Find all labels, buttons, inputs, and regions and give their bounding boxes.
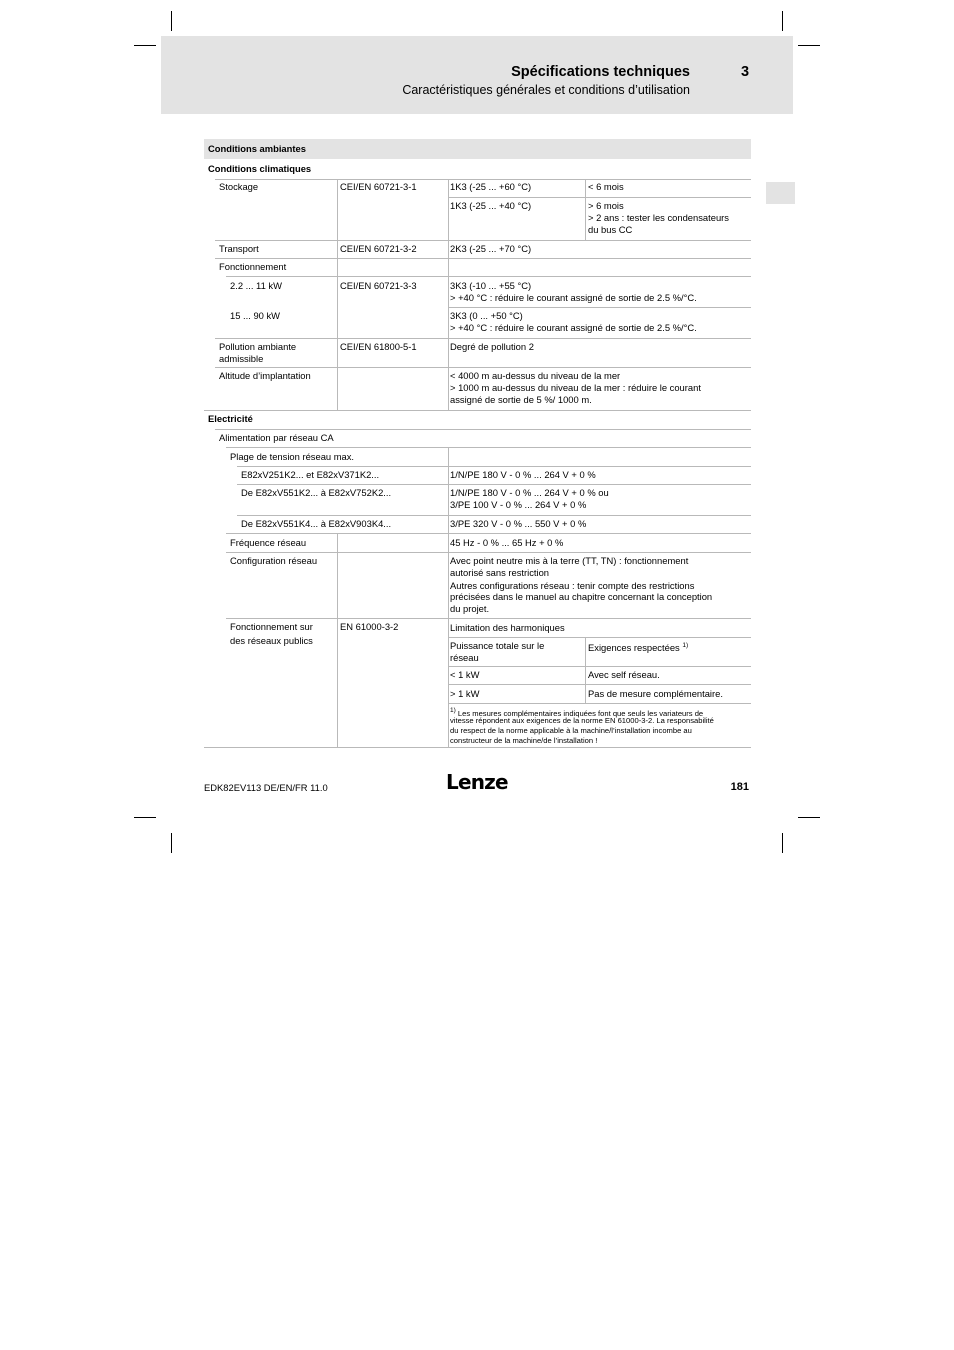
row-divider	[237, 484, 751, 485]
column-divider	[448, 447, 449, 748]
column-divider	[585, 637, 586, 704]
transport-class: 2K3 (-25 ... +70 °C)	[450, 243, 532, 254]
voltage-model-2: De E82xV551K2... à E82xV752K2...	[241, 487, 392, 498]
operation-standard: CEI/EN 60721-3-3	[340, 280, 417, 291]
crop-mark	[171, 833, 172, 853]
column-divider	[585, 179, 586, 241]
row-divider	[448, 197, 751, 198]
row-divider	[226, 447, 751, 448]
footnote: vitesse répondent aux exigences de la norme EN 61000-3-2. La responsabilité	[450, 716, 714, 725]
voltage-model-1: E82xV251K2... et E82xV371K2...	[241, 469, 380, 480]
row-divider	[226, 552, 751, 553]
voltage-model-3: De E82xV551K4... à E82xV903K4...	[241, 518, 392, 529]
row-divider	[215, 367, 751, 368]
row-divider	[448, 307, 751, 308]
row-divider	[226, 276, 751, 277]
crop-mark	[134, 817, 156, 818]
frequency-value: 45 Hz - 0 % ... 65 Hz + 0 %	[450, 537, 564, 548]
row-divider	[215, 179, 751, 180]
table-bottom-border	[204, 747, 751, 748]
storage-condition-2: du bus CC	[588, 224, 633, 235]
pollution-label: admissible	[219, 353, 264, 364]
public-network-label: Fonctionnement sur	[230, 621, 313, 632]
operation-small-derating: > +40 °C : réduire le courant assigné de sortie de 2.5 %/°C.	[450, 292, 697, 303]
crop-mark	[798, 817, 820, 818]
storage-condition-2: > 6 mois	[588, 200, 624, 211]
row-divider	[215, 240, 751, 241]
page-title: Spécifications techniques	[511, 64, 690, 80]
voltage-value-2: 1/N/PE 180 V - 0 % ... 264 V + 0 % ou	[450, 487, 609, 498]
lenze-logo: Lenze	[446, 770, 508, 794]
transport-label: Transport	[219, 243, 259, 254]
crop-mark	[798, 45, 820, 46]
operation-small-power: 2.2 ... 11 kW	[230, 280, 282, 291]
crop-mark	[782, 833, 783, 853]
row-divider	[215, 258, 751, 259]
crop-mark	[134, 45, 156, 46]
footnote: constructeur de la machine/de l’installation !	[450, 736, 598, 745]
chapter-tab-marker	[766, 182, 795, 204]
network-config-value: Autres configurations réseau : tenir compte des restrictions	[450, 580, 695, 591]
operation-small-class: 3K3 (-10 ... +55 °C)	[450, 280, 532, 291]
crop-mark	[782, 11, 783, 31]
ac-supply-label: Alimentation par réseau CA	[219, 432, 334, 443]
page-header	[161, 36, 793, 114]
document-code: EDK82EV113 DE/EN/FR 11.0	[204, 782, 328, 793]
frequency-label: Fréquence réseau	[230, 537, 307, 548]
altitude-value: > 1000 m au-dessus du niveau de la mer : réduire le courant	[450, 382, 701, 393]
public-network-label: des réseaux publics	[230, 635, 313, 646]
storage-standard: CEI/EN 60721-3-1	[340, 181, 417, 192]
page-subtitle: Caractéristiques générales et conditions d’utilisation	[402, 83, 690, 97]
operation-large-power: 15 ... 90 kW	[230, 310, 281, 321]
pollution-value: Degré de pollution 2	[450, 341, 534, 352]
public-network-standard: EN 61000-3-2	[340, 621, 399, 632]
storage-class-2: 1K3 (-25 ... +40 °C)	[450, 200, 532, 211]
pollution-label: Pollution ambiante	[219, 341, 297, 352]
voltage-value-3: 3/PE 320 V - 0 % ... 550 V + 0 %	[450, 518, 587, 529]
harmonics-power-header: réseau	[450, 652, 479, 663]
storage-class-1: 1K3 (-25 ... +60 °C)	[450, 181, 532, 192]
harmonics-requirement-header: Exigences respectées $^{1)}$	[588, 642, 689, 653]
row-divider	[237, 466, 751, 467]
voltage-value-1: 1/N/PE 180 V - 0 % ... 264 V + 0 %	[450, 469, 596, 480]
voltage-value-2: 3/PE 100 V - 0 % ... 264 V + 0 %	[450, 499, 587, 510]
row-divider	[226, 533, 751, 534]
pollution-standard: CEI/EN 61800-5-1	[340, 341, 417, 352]
row-divider	[215, 429, 751, 430]
network-config-value: autorisé sans restriction	[450, 567, 550, 578]
subsection-climatic: Conditions climatiques	[208, 163, 312, 174]
footnote: du respect de la norme applicable à la machine/l’installation incombe au	[450, 726, 692, 735]
altitude-value: assigné de sortie de 5 %/ 1000 m.	[450, 394, 592, 405]
operation-large-derating: > +40 °C : réduire le courant assigné de sortie de 2.5 %/°C.	[450, 322, 697, 333]
crop-mark	[171, 11, 172, 31]
network-config-value: précisées dans le manuel au chapitre concernant la conception	[450, 591, 713, 602]
row-divider	[215, 338, 751, 339]
row-divider	[448, 637, 751, 638]
voltage-range-label: Plage de tension réseau max.	[230, 451, 355, 462]
transport-standard: CEI/EN 60721-3-2	[340, 243, 417, 254]
row-divider	[448, 703, 751, 704]
operation-large-class: 3K3 (0 ... +50 °C)	[450, 310, 523, 321]
harmonics-label: Limitation des harmoniques	[450, 622, 565, 633]
row-divider	[237, 515, 751, 516]
harmonics-power-header: Puissance totale sur le	[450, 640, 545, 651]
harmonics-measure-low: Avec self réseau.	[588, 669, 660, 680]
harmonics-power-low: < 1 kW	[450, 669, 480, 680]
storage-label: Stockage	[219, 181, 259, 192]
altitude-value: < 4000 m au-dessus du niveau de la mer	[450, 370, 621, 381]
row-divider	[448, 666, 751, 667]
network-config-value: Avec point neutre mis à la terre (TT, TN) : fonctionnement	[450, 555, 689, 566]
column-divider	[337, 179, 338, 411]
altitude-label: Altitude d’implantation	[219, 370, 311, 381]
row-divider	[204, 410, 751, 411]
section-title-electric: Electricité	[208, 413, 253, 424]
row-divider	[448, 684, 751, 685]
network-config-value: du projet.	[450, 603, 490, 614]
storage-condition-2: > 2 ans : tester les condensateurs	[588, 212, 729, 223]
harmonics-power-high: > 1 kW	[450, 688, 480, 699]
chapter-number: 3	[741, 64, 750, 80]
operation-label: Fonctionnement	[219, 261, 287, 272]
section-title-ambient: Conditions ambiantes	[208, 143, 306, 154]
column-divider	[448, 179, 449, 411]
footnote: 1) Les mesures complémentaires indiquées font que seuls les variateurs de	[450, 707, 704, 718]
column-divider	[337, 533, 338, 748]
row-divider	[226, 618, 751, 619]
storage-condition-1: < 6 mois	[588, 181, 624, 192]
harmonics-measure-high: Pas de mesure complémentaire.	[588, 688, 723, 699]
page-number: 181	[730, 781, 749, 793]
network-config-label: Configuration réseau	[230, 555, 318, 566]
